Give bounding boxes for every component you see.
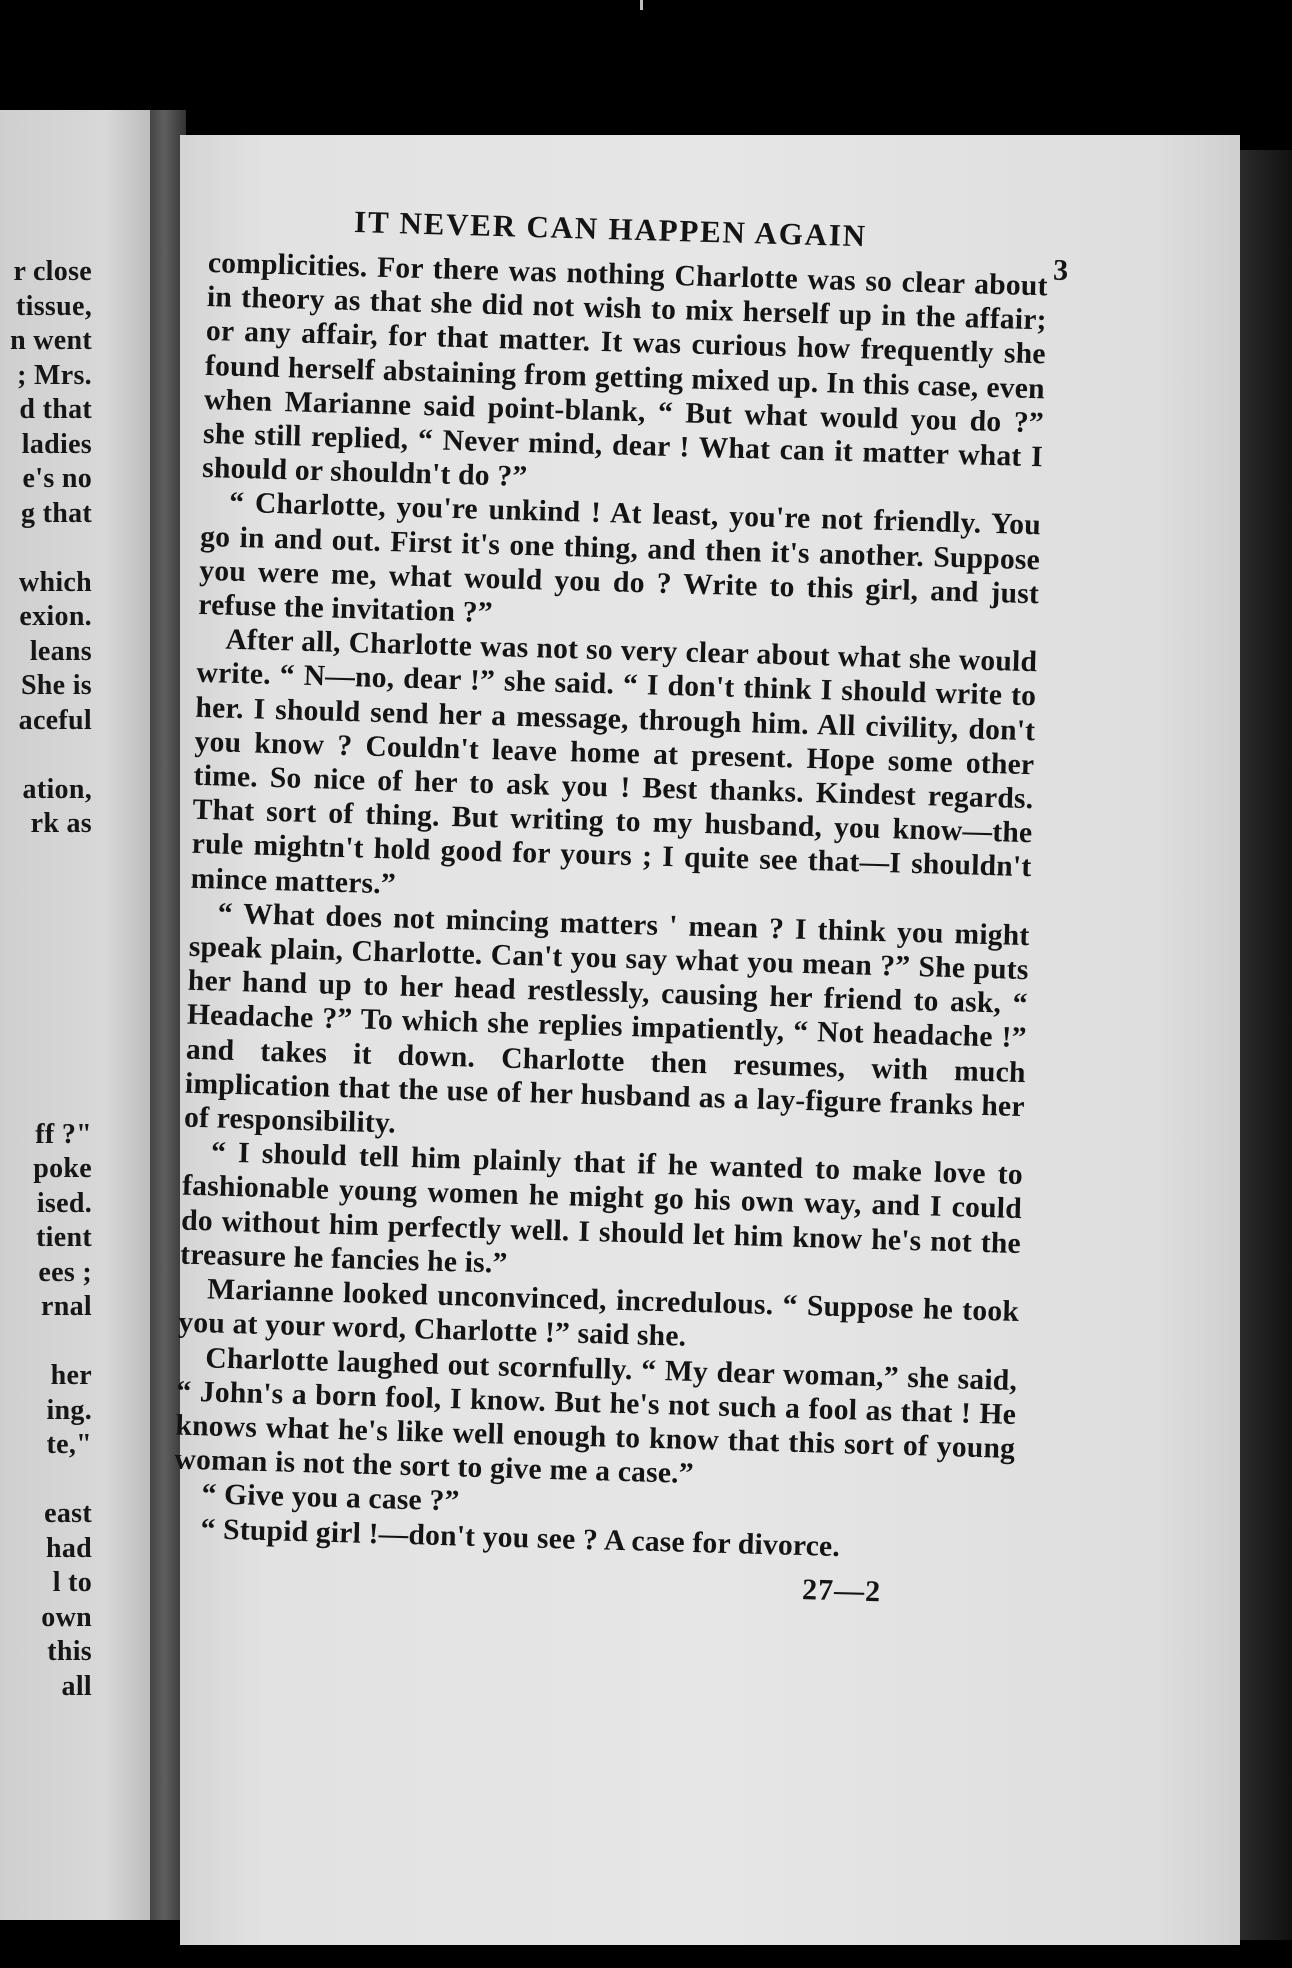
left-page-line: ation, xyxy=(22,773,92,805)
left-page-line: ladies xyxy=(21,428,92,460)
left-page-line: tissue, xyxy=(16,290,92,322)
left-page-line: ised. xyxy=(36,1187,92,1219)
paragraph: Marianne looked unconvinced, incredulous. “ Suppose he took you at your word, Charlotte !” said she. xyxy=(177,1273,1020,1354)
left-page-line: te," xyxy=(46,1429,92,1460)
left-page-line: ees ; xyxy=(38,1256,92,1288)
left-page-line: g that xyxy=(20,497,92,529)
left-page-line: She is xyxy=(20,670,92,701)
previous-page-fragment xyxy=(0,110,150,1920)
body-text xyxy=(172,246,1048,1569)
left-page-line: ing. xyxy=(46,1394,92,1426)
left-page-line: her xyxy=(50,1360,92,1391)
paragraph: “ I should tell him plainly that if he wanted to make love to fashionable young women he might go his own way, and I could do without him perfectly well. I should let him know he's not the treasure he fancies he is.” xyxy=(179,1136,1024,1280)
paragraph: “ Charlotte, you're unkind ! At least, you're not friendly. You go in and out. First it's one thing, and then it's another. Suppose you were me, what would you do ? Write to this girl, and just refuse the invitation ?” xyxy=(197,487,1042,630)
left-page-line: r close xyxy=(13,256,92,287)
paragraph: Charlotte laughed out scornfully. “ My dear woman,” she said, “ John's a born fool, I know. But he's not such a fool as that ! He knows what he's like well enough to know that this sort of young woman is not the sort to give me a case.” xyxy=(174,1341,1018,1491)
left-page-line: rnal xyxy=(41,1291,92,1322)
paragraph: “ What does not mincing matters ' mean ? I think you might speak plain, Charlotte. Can't you say what you mean ?” She puts her hand up to her head restlessly, causing her friend to ask, “ Headache ?” To which she replies impatiently, “ Not headache !” and takes it down. Charlotte then resumes, with much implication that the use of her husband as a lay-figure franks her of responsibility. xyxy=(183,897,1030,1140)
left-page-line: n went xyxy=(10,325,92,356)
left-page-line: poke xyxy=(33,1153,92,1184)
scan-mark xyxy=(640,0,643,10)
left-page-line: l to xyxy=(52,1567,92,1598)
left-page-line: east xyxy=(44,1498,92,1529)
left-page-line: ; Mrs. xyxy=(17,359,92,391)
left-page-line: exion. xyxy=(19,601,92,632)
page-number: 3 xyxy=(1052,253,1069,287)
left-page-line: this xyxy=(47,1636,92,1667)
left-page-line: ff ?" xyxy=(35,1118,92,1150)
left-page-line: rk as xyxy=(30,808,92,839)
paragraph: complicities. For there was nothing Charlotte was so clear about in theory as that she did not wish to mix herself up in the affair; or any affair, for that matter. It was curious how frequently she found herself abstaining from getting mixed up. In this case, even when Marianne said point-blank, “ But what would you do ?” she still replied, “ Never mind, dear ! What can it matter what I should or shouldn't do ?” xyxy=(201,246,1049,494)
left-page-line: leans xyxy=(29,635,92,667)
left-page-line: own xyxy=(41,1601,92,1633)
page-content xyxy=(171,190,1069,1613)
left-page-line: which xyxy=(18,566,92,598)
paragraph: “ Stupid girl !—don't you see ? A case for divorce. xyxy=(200,1512,841,1563)
running-title: IT NEVER CAN HAPPEN AGAIN xyxy=(353,204,868,254)
paragraph: “ Give you a case ?” xyxy=(201,1478,460,1518)
left-page-line: had xyxy=(45,1532,92,1564)
paragraph: After all, Charlotte was not so very clear about what she would write. “ N—no, dear !” she said. “ I don't think I should write to her. I should send her a message, through him. All civility, don't you know ? Couldn't leave home at present. Hope some other time. So nice of her to ask you ! Best thanks. Kindest regards. That sort of thing. But writing to my husband, you know—the rule mightn't hold good for yours ; I quite see that—I shouldn't mince matters.” xyxy=(190,623,1038,901)
left-page-line: all xyxy=(61,1670,92,1702)
left-page-line: aceful xyxy=(18,704,92,736)
signature-mark: 27—2 xyxy=(801,1572,882,1608)
left-page-line: e's no xyxy=(22,463,92,494)
page-edge-shadow xyxy=(1240,150,1292,1940)
left-page-line: tient xyxy=(36,1222,92,1253)
left-page-line: d that xyxy=(19,394,92,425)
